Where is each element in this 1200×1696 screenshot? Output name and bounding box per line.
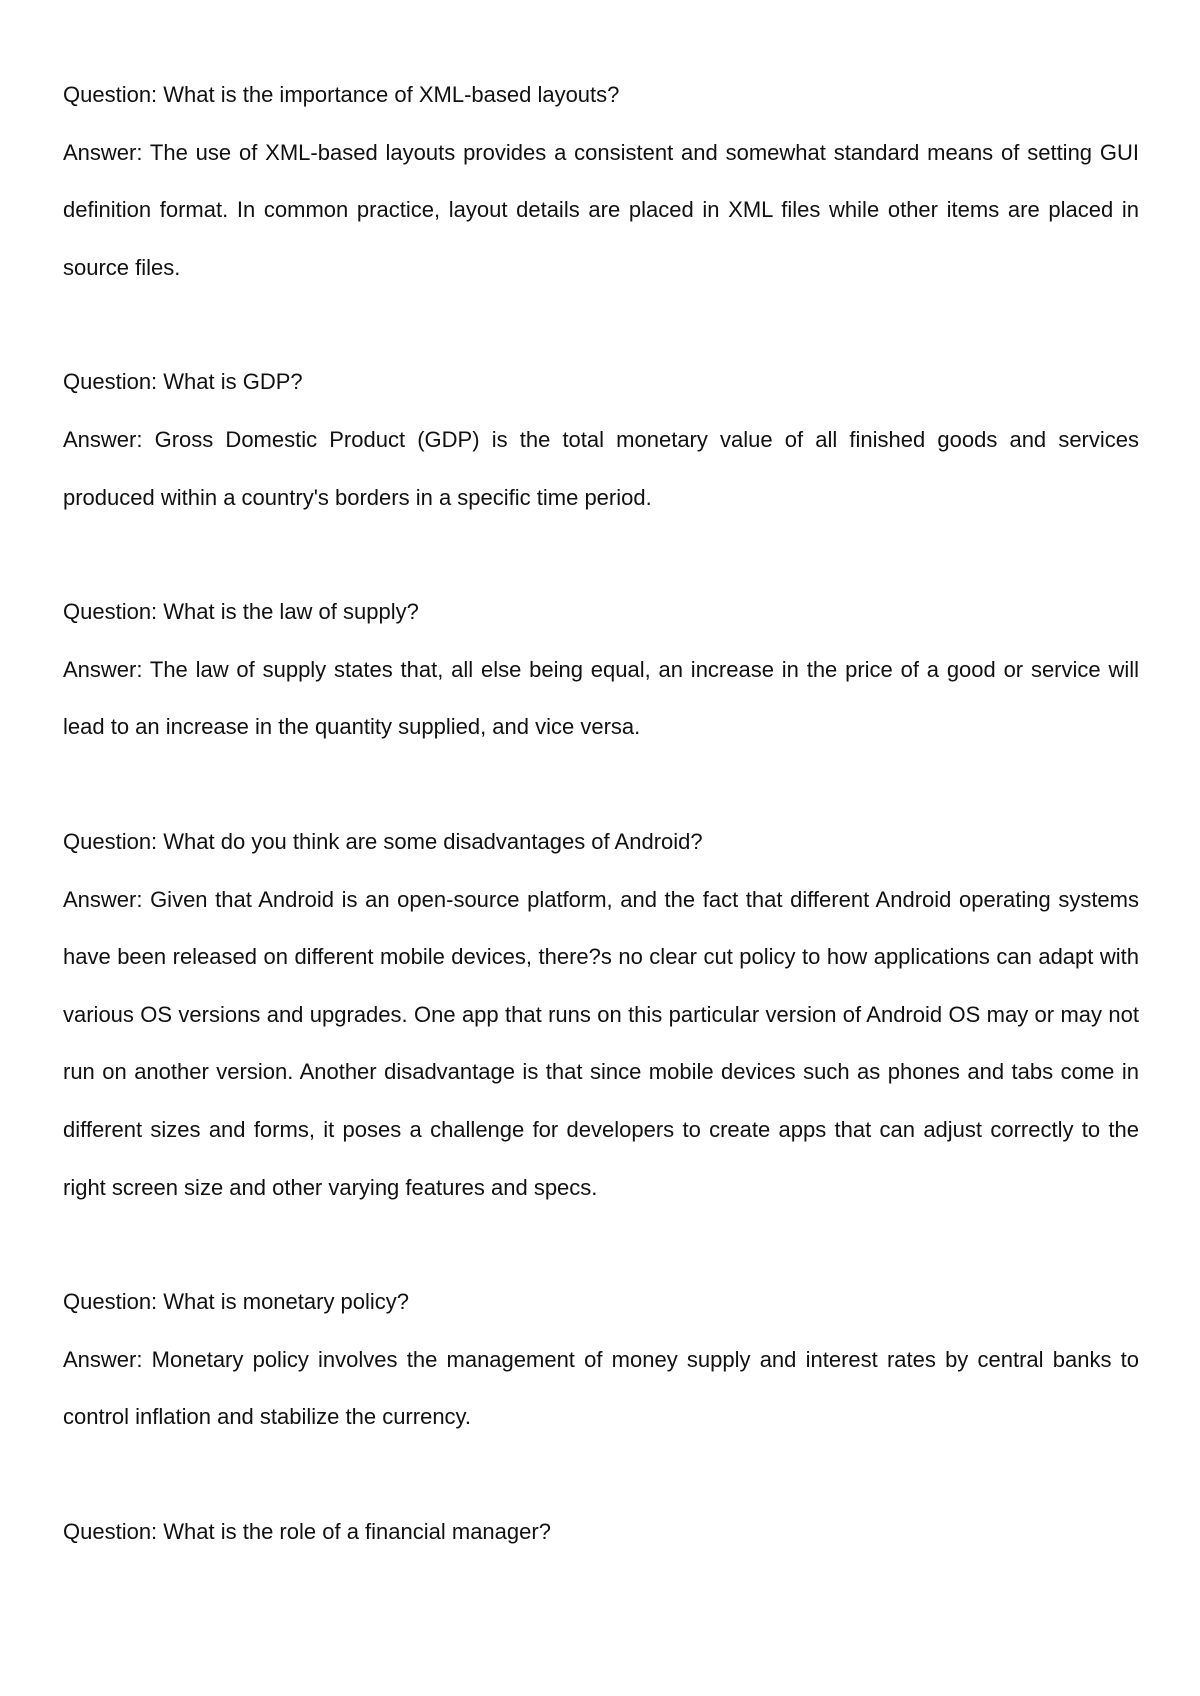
qa-item (63, 66, 1139, 296)
answer-text: Answer: Gross Domestic Product (GDP) is the total monetary value of all finished goods and services produced within a country's borders in a specific time period. (63, 426, 1139, 510)
qa-list (63, 66, 1139, 1617)
answer-text: Answer: Given that Android is an open-source platform, and the fact that different Android operating systems have been released on different mobile devices, there?s no clear cut policy to how applications can adapt with various OS versions and upgrades. One app that runs on this particular version of Android OS may or may not run on another version. Another disadvantage is that since mobile devices such as phones and tabs come in different sizes and forms, it poses a challenge for developers to create apps that can adjust correctly to the right screen size and other varying features and specs. (63, 886, 1139, 1200)
qa-item (63, 353, 1139, 526)
answer-text: Answer: Monetary policy involves the management of money supply and interest rates by central banks to control inflation and stabilize the currency. (63, 1346, 1139, 1430)
answer-text: Answer: The law of supply states that, all else being equal, an increase in the price of a good or service will lead to an increase in the quantity supplied, and vice versa. (63, 656, 1139, 740)
qa-item (63, 1503, 1139, 1561)
question-text: Question: What is GDP? (63, 369, 303, 395)
question-text: Question: What is the law of supply? (63, 599, 419, 625)
question-text: Question: What is the importance of XML-based layouts? (63, 82, 620, 107)
qa-item (63, 583, 1139, 756)
question-text: Question: What is the role of a financial manager? (63, 1518, 551, 1544)
question-text: Question: What do you think are some disadvantages of Android? (63, 828, 703, 854)
answer-text: Answer: The use of XML-based layouts provides a consistent and somewhat standard means of setting GUI definition format. In common practice, layout details are placed in XML files while other items are placed in source files. (63, 139, 1139, 280)
question-text: Question: What is monetary policy? (63, 1289, 410, 1315)
qa-item (63, 1273, 1139, 1446)
qa-item (63, 813, 1139, 1216)
